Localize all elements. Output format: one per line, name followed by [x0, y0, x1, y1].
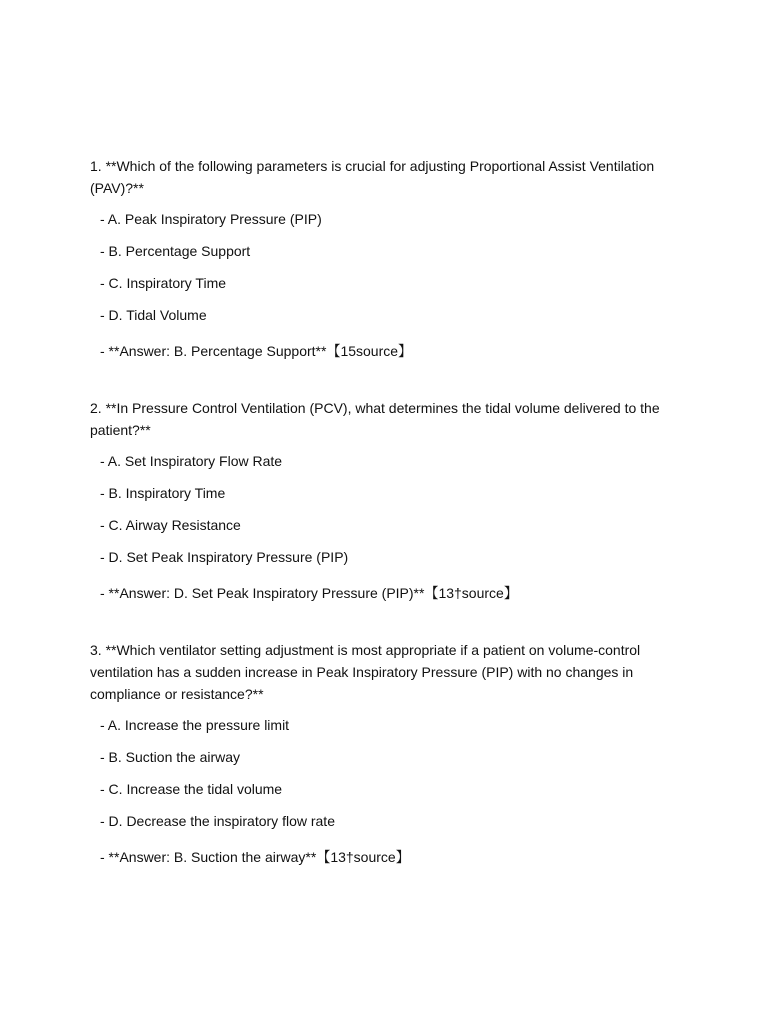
answer-line: - **Answer: B. Percentage Support**【15source】	[100, 343, 413, 359]
question-3	[90, 639, 690, 867]
option-b: - B. Suction the airway	[100, 749, 241, 765]
option-a: - A. Set Inspiratory Flow Rate	[100, 453, 283, 469]
document-page	[90, 155, 690, 903]
question-text: 2. **In Pressure Control Ventilation (PCV), what determines the tidal volume delivered to the patient?**	[90, 400, 660, 438]
option-d: - D. Set Peak Inspiratory Pressure (PIP)	[100, 549, 349, 565]
option-b: - B. Percentage Support	[100, 243, 251, 259]
option-a: - A. Peak Inspiratory Pressure (PIP)	[100, 211, 322, 227]
question-text: 1. **Which of the following parameters is crucial for adjusting Proportional Assist Ventilation (PAV)?**	[90, 158, 655, 196]
option-c: - C. Inspiratory Time	[100, 275, 227, 291]
answer-line: - **Answer: D. Set Peak Inspiratory Pressure (PIP)**【13†source】	[100, 585, 518, 601]
question-text: 3. **Which ventilator setting adjustment is most appropriate if a patient on volume-control ventilation has a sudden increase in Peak Inspiratory Pressure (PIP) with no changes in compliance or resistance?**	[90, 642, 641, 702]
question-1	[90, 155, 690, 361]
option-c: - C. Increase the tidal volume	[100, 781, 283, 797]
option-c: - C. Airway Resistance	[100, 517, 241, 533]
question-2	[90, 397, 690, 603]
option-d: - D. Tidal Volume	[100, 307, 207, 323]
option-b: - B. Inspiratory Time	[100, 485, 226, 501]
option-a: - A. Increase the pressure limit	[100, 717, 290, 733]
option-d: - D. Decrease the inspiratory flow rate	[100, 813, 335, 829]
answer-line: - **Answer: B. Suction the airway**【13†source】	[100, 849, 410, 865]
